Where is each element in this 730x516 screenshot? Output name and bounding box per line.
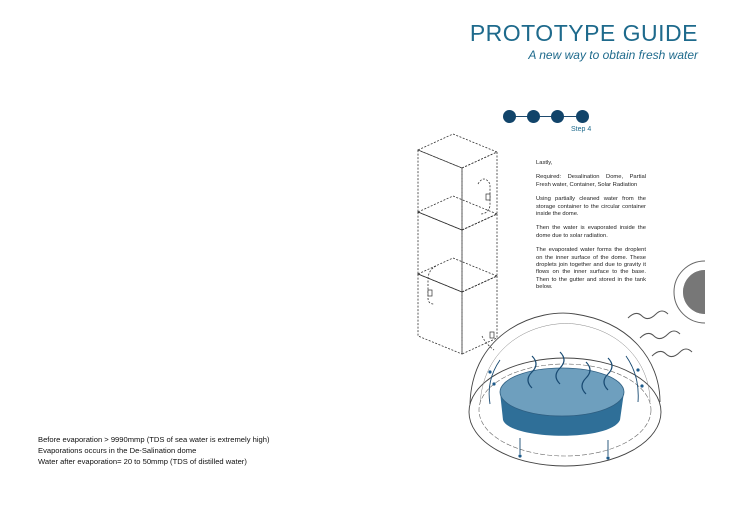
description-paragraph: Then the water is evaporated inside the dome due to solar radiation. [536,225,646,239]
cube-top-face [418,134,497,168]
page-title: PROTOTYPE GUIDE [469,20,698,46]
page-subtitle: A new way to obtain fresh water [528,48,698,62]
cube-right-face [462,276,497,354]
cube-left-face [418,274,462,354]
note-line-after: Water after evaporation= 20 to 50mmp (TDS of distilled water) [38,457,247,466]
stacked-container-cubes [418,134,497,354]
cube-top-face [418,258,497,292]
pipe-fittings [428,194,494,338]
note-line-process: Evaporations occurs in the De-Salination dome [38,446,197,455]
note-line-before: Before evaporation > 9990mmp (TDS of sea water is extremely high) [38,435,270,444]
desalination-dome [469,313,661,466]
evaporation-notes [38,434,270,467]
description-paragraph: Lastly, [536,160,553,166]
step-label: Step 4 [571,126,592,133]
cube-left-face [418,150,462,230]
sun-icon [674,255,730,335]
cube-left-face [418,212,462,292]
cube-right-face [462,214,497,292]
description-paragraph: The evaporated water forms the droplent on the inner surface of the dome. These droplets join together and due to gravity it flows on the inner surface to the base. Then to the gutter and stored in the tank below. [536,247,646,291]
heat-waves-icon [628,311,692,357]
cube-right-face [462,152,497,230]
description-paragraph: Using partially cleaned water from the storage container to the circular container inside the dome. [536,196,646,218]
description-paragraph: Required: Desalination Dome, Partial Fresh water, Container, Solar Radiation [536,174,646,188]
